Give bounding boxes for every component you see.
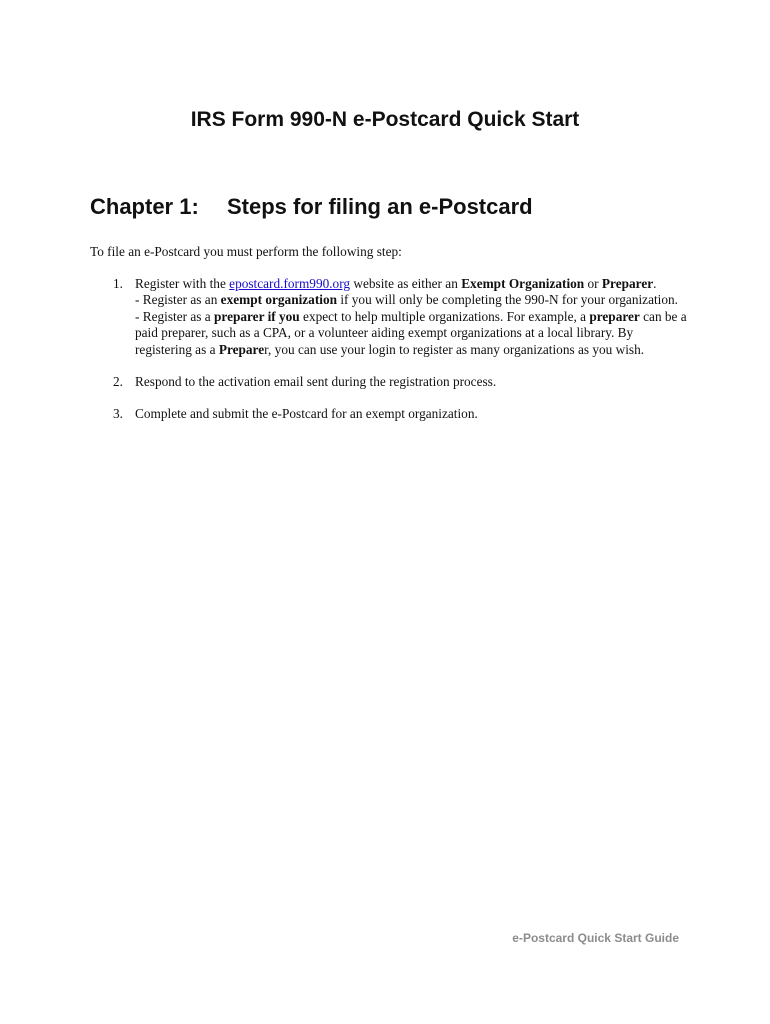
step-number: 1. — [113, 276, 123, 291]
preparer-note-d: r, you can use your login to register as many organizations as you wish. — [264, 341, 645, 357]
exempt-note-a: - Register as an — [135, 292, 221, 308]
step-1-text-d: . — [653, 276, 657, 291]
step-2 — [90, 374, 690, 390]
chapter-number: Chapter 1: — [90, 194, 199, 219]
step-1-preparer-note — [135, 309, 690, 358]
step-2-text: Respond to the activation email sent during the registration process. — [135, 374, 497, 390]
chapter-title: Steps for filing an e-Postcard — [227, 194, 533, 219]
step-1 — [90, 276, 690, 358]
page-footer: e-Postcard Quick Start Guide — [512, 931, 679, 945]
step-1-text-b: website as either an — [350, 276, 462, 291]
preparer-note-b: expect to help multiple organizations. For example, a — [299, 308, 590, 324]
preparer-label: Preparer — [601, 276, 654, 291]
step-3 — [90, 406, 690, 422]
step-1-text-c: or — [584, 276, 602, 291]
exempt-note-bold: exempt organization — [220, 292, 338, 308]
intro-text: To file an e-Postcard you must perform the following step: — [90, 244, 402, 259]
step-3-text: Complete and submit the e-Postcard for an exempt organization. — [135, 406, 478, 422]
step-1-main — [135, 276, 690, 292]
preparer-note-a: - Register as a — [135, 308, 215, 324]
preparer-note-bold-3: Prepare — [218, 341, 265, 357]
preparer-note-bold-2: preparer — [589, 308, 640, 324]
chapter-heading — [90, 194, 533, 220]
step-number: 3. — [113, 406, 123, 422]
exempt-note-b: if you will only be completing the 990-N for your organization. — [337, 292, 678, 308]
step-number: 2. — [113, 374, 123, 390]
document-title: IRS Form 990-N e-Postcard Quick Start — [190, 108, 580, 131]
preparer-note-c: can be a paid preparer, such as a CPA, or a volunteer aiding exempt organizations at a local library. By registering as a — [135, 308, 687, 357]
epostcard-link[interactable]: epostcard.form990.org — [229, 276, 351, 291]
preparer-note-bold: preparer if you — [214, 308, 300, 324]
exempt-organization-label: Exempt Organization — [461, 276, 585, 291]
steps-list — [90, 276, 690, 423]
step-1-text-a: Register with the — [135, 276, 230, 291]
step-1-exempt-note — [135, 292, 690, 308]
